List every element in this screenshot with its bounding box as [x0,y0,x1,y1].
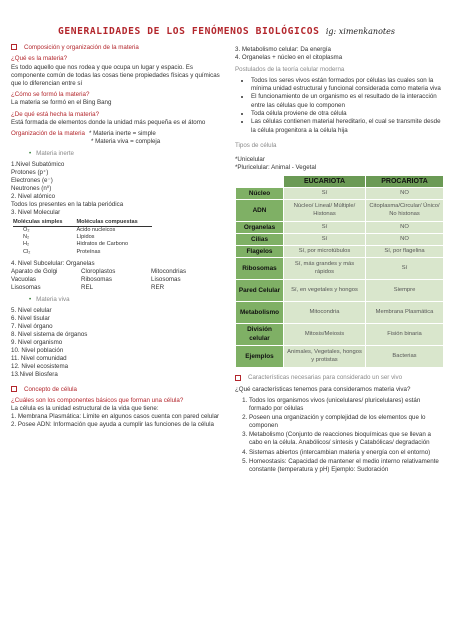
table-row: Cl₂ Proteínas [23,248,101,255]
list-item: 5. Homeostasis: Capacidad de mantener el medio interno relativamente constante (temperatura y pH) Ejemplo: Sudoración [249,458,443,474]
table-row: Ejemplos Animales, Vegetales, hongos y protistas Bacterias [236,346,444,368]
viva-line: 13.Nivel Biosfera [11,371,58,379]
qa-composicion [11,111,221,127]
inerte-line: 3. Nivel Molecular [11,209,61,217]
list-item: 2. Poseen una organización y complejidad de los elementos que lo componen [249,414,443,430]
mol-head-comp: Moléculas compuestas [76,219,151,227]
table-row: O₂ Ácido nucleicos [23,226,116,233]
viva-line: 8. Nivel sistema de órganos [11,331,88,339]
list-item: • Toda célula proviene de otra célula [251,110,443,118]
top-lines [235,46,443,62]
question: ¿Qué características tenemos para consideramos materia viva? [235,385,411,393]
viva-line: 12. Nivel ecosistema [11,363,69,371]
viva-heading: • Materia viva [29,295,70,303]
checkbox-icon [11,44,17,50]
table-row: Núcleo Sí NO [236,188,444,200]
table-row: H₂ Hidratos de Carbono [23,241,129,248]
organizacion-block [11,130,221,146]
answer-item: 2. Posee ADN: Información que ayuda a cumplir las funciones de la célula [11,421,214,429]
page-title [0,26,453,38]
viva-list [11,307,221,380]
table-row: Metabolismo Mitocondria Membrana Plasmática [236,302,444,324]
list-item: • Las células contienen material hereditario, el cual se transmite desde la célula progenitora a la célula hija [251,118,443,134]
text-line: 3. Metabolismo celular: Da energía [235,46,331,53]
tipos-heading: Tipos de célula [235,141,277,149]
inerte-line: Protones (p⁺) [11,169,49,177]
question: ¿Cuáles son los componentes básicos que forman una célula? [11,396,184,404]
question: ¿Cómo se formó la materia? [11,91,90,99]
list-item: 3. Metabolismo (Conjunto de reacciones bioquímicas que se llevan a cabo en la célula. Anabólicos/ síntesis y Catabólicas/ degradación [249,431,443,447]
mol-head-simple: Moléculas simples [13,219,76,227]
organelas-grid [11,268,221,292]
qa-componentes [11,397,221,429]
table-header-row [236,176,444,188]
list-item: • Todos los seres vivos están formados por células las cuales son la mínima unidad estructural y funcional considerada como materia viva [251,77,443,93]
comparison-table [235,175,444,368]
tipo-pluri: *Pluricelular: Animal - Vegetal [235,163,317,171]
postulados-heading: Postulados de la teoría celular moderna [235,65,345,73]
organelas-row: Lisosomas REL RER [11,284,165,292]
caract-heading: Características necesarias para considerado un ser vivo [235,374,443,382]
answer: La célula es la unidad estructural de la vida que tiene: [11,405,159,413]
table-row: Flagelos Sí, por microtúbulos Sí, por flagelina [236,246,444,258]
viva-line: 11. Nivel comunidad [11,355,67,363]
table-row: Organelas Sí NO [236,222,444,234]
molecules-table [13,219,152,256]
inerte-line: Electrones (e⁻) [11,177,53,185]
answer-item: 1. Membrana Plasmática: Límite en algunos casos cuenta con pared celular [11,413,220,421]
header-procariota: PROCARIOTA [366,176,444,188]
table-row: ADN Núcleo/ Lineal/ Múltiple/ Histonas Citoplasma/Circular/ Único/ No histonas [236,200,444,222]
bullet-icon: • [29,295,32,303]
qa-materia [11,55,221,87]
organelas-row: Vacuolas Ribosomas Lisosomas [11,275,181,283]
answer: Es todo aquello que nos rodea y que ocupa un lugar y espacio. Es componente común de todas las cosas tiene propiedades físicas y químicas que lo diferencian entre sí [11,63,220,87]
left-column [11,44,221,429]
list-item: 1. Todos los organismos vivos (unicelulares/ pluricelulares) están formado por células [249,397,443,413]
checkbox-icon [235,375,241,381]
text-line: 4. Organelas + núcleo en el citoplasma [235,54,343,62]
list-item: • El funcionamiento de un organismo es el resultado de la interacción entre las células que lo componen [251,93,443,109]
section-heading-celula: Concepto de célula [11,386,221,394]
inerte-line: Todos los presentes en la tabla periódica [11,201,124,209]
title-text: GENERALIDADES DE LOS FENÓMENOS BIOLÓGICOS [58,26,320,37]
table-row: N₂ Lípidos [23,234,95,241]
inerte-list [11,161,221,217]
inerte-line: Neutrones (n⁰) [11,185,52,193]
viva-line: 9. Nivel organismo [11,339,63,347]
checkbox-icon [11,386,17,392]
org-inerte: * Materia inerte = simple [88,130,156,138]
qa-formacion [11,91,221,107]
postulados-list [235,77,443,135]
org-label: Organización de la materia [11,130,85,138]
signature: ig: ximenkanotes [325,27,395,36]
subcelular-heading: 4. Nivel Subcelular: Organelas [11,259,95,267]
caract-list [235,397,443,474]
table-row: División celular Mitosis/Meiosis Fisión binaria [236,324,444,346]
viva-line: 7. Nivel órgano [11,323,53,331]
inerte-line: 2. Nivel atómico [11,193,56,201]
table-row: Ribosomas Sí, más grandes y más rápidos Sí [236,258,444,280]
question: ¿De qué está hecha la materia? [11,110,100,118]
viva-line: 10. Nivel población [11,347,64,355]
answer: La materia se formó en el Bing Bang [11,99,112,107]
question: ¿Qué es la materia? [11,55,68,63]
answer: Está formada de elementos donde la unidad más pequeña es el átomo [11,118,206,126]
viva-line: 5. Nivel celular [11,306,52,314]
table-row: Pared Celular Sí, en vegetales y hongos Siempre [236,280,444,302]
viva-line: 6. Nivel tisular [11,315,50,323]
header-empty [236,176,284,188]
organelas-row: Aparato de Golgi Cloroplastos Mitocondrias [11,267,187,275]
list-item: 4. Sistemas abiertos (intercambian materia y energía con el entorno) [249,449,443,457]
inerte-line: 1.Nivel Subatómico [11,161,65,169]
header-eucariota: EUCARIOTA [284,176,366,188]
inerte-heading: • Materia inerte [29,149,75,157]
tipo-uni: *Unicelular [235,155,265,163]
org-viva: * Materia viva = compleja [90,138,161,146]
right-column [235,46,443,475]
section-heading-composicion: Composición y organización de la materia [11,44,221,52]
table-row: Cilias Sí NO [236,234,444,246]
bullet-icon: • [29,149,32,157]
